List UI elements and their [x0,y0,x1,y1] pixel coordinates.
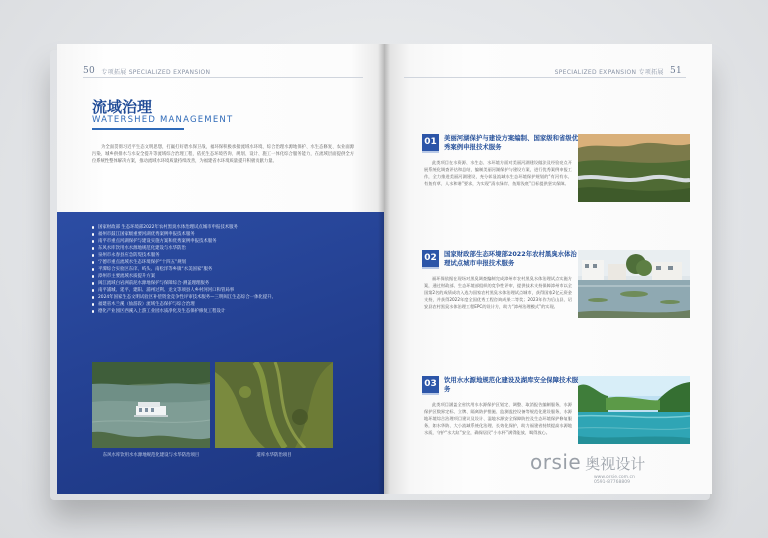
village-pond-photo [578,250,690,318]
section-number-underline [422,151,439,153]
header-divider [83,77,363,78]
brand-logo-cn: 奥视设计 [585,455,646,473]
section-heading: 饮用水水源地规范化建设及湖库安全保障技术服务 [444,376,579,393]
project-list [92,224,352,315]
header-divider [404,77,686,78]
page-number: 50 [83,66,96,76]
list-item: 南平市重点河湖保护与建设实施方案和优秀案例申报技术服务 [92,238,352,245]
header-section-label: 专项拓展 SPECIALIZED EXPANSION [101,68,211,76]
reservoir-boat-photo [92,362,210,448]
list-item: 宁德市重点流域水生态环境保护“十四五”规划 [92,259,352,266]
section-title-en: WATERSHED MANAGEMENT [92,115,234,125]
list-item: 德化产业园区西溪入上游工业园水质净化及生态保护修复工程设计 [92,308,352,315]
section-heading: 美丽河湖保护与建设方案编制、国家级和省级优秀案例申报技术服务 [444,134,579,151]
list-item: 南平浦城、延平、建阳、浦州过利、龙文等项县人乡村河河口和管局事 [92,287,352,294]
section-number: 01 [422,134,439,151]
page-number: 51 [669,66,682,76]
brand-url [594,475,635,485]
right-page-header [555,66,686,76]
book-spine [378,44,390,494]
list-item: 东风水库饮用水水源地规范化建设与水华防治 [92,245,352,252]
river-valley-photo [578,134,690,202]
brand-watermark [530,450,680,485]
brand-url-text: www.orsie.com.cn [594,475,635,480]
brand-phone: 0591-87768809 [594,480,630,485]
section-number: 02 [422,250,439,267]
section-heading: 国家财政部生态环境部2022年农村黑臭水体治理试点城市申报技术服务 [444,250,577,267]
section-body: 福环保依据在现场对黑臭调查编制完成漳州市农村黑臭水体治理试点实施方案，通过财政部、生态环境部组织的竞争性评审，提供技术支持保障漳州市以全国第2名的成绩成功入选为国家农村黑臭水体治理试点城市，获得国家2亿元资金支持，并获得2022年度全国优秀工程咨询成果二等奖；2023年作为后山县、诏安县农村黑臭水体治理工程EPC的设计方，助力“漳州治理模式”的实现。 [424,276,572,309]
left-page-header [83,66,214,76]
photo-caption: 东风水库饮用水水源地规范化建设与水华防治项目 [102,453,200,458]
list-item: 国家财政部 生态环境部2022年农村黑臭水体治理试点城市申报技术服务 [92,224,352,231]
header-section-label: SPECIALIZED EXPANSION 专项拓展 [554,68,664,76]
lake-gorge-photo [578,376,690,444]
list-item: 漳州市主要流域水质提升方案 [92,273,352,280]
project-list-panel [57,212,384,494]
brand-logo [530,450,680,474]
list-item: 2024年国家生态文明试验区补偿资金竞争性评审技术服务—三明闽江生态综合一体化提升、 [92,294,352,301]
photo-caption: 道库水华防治项目 [256,453,292,458]
list-item: 泉州市永春县应急防堤技术服务 [92,252,352,259]
list-item: 平潭综合实验区东庠、屿头、南松洋等乡镇“水美国家”服务 [92,266,352,273]
algae-river-photo [215,362,333,448]
right-page [384,44,712,494]
section-body: 此类项目在水资源、水生态、水环境方面对美丽河湖建设做法及经验亮点开展系统化调查评估和总结，编制美丽河湖保护与建设方案，进行优秀案例申报工作，全力推进美丽河湖建设，充分彰显流域水生态环境保护规划的“有河有水、有鱼有草、人水和谐”要求，为实现“清水绿岸、鱼翔浅底”目标提供坚实保障。 [424,160,572,186]
section-body: 此类项目涵盖全省饮用水水源保护区划定、调整、取消报告编制服务，水源保护区数界定标、立牌、隔离防护措施、监测监控设备等规范化建设服务，水源地环境综合治理项目建议及设计、湿地水源安全保障防控及生态环境保护修复服务，如水华防、大小流域系统化治理、长效化保护，助力福建省持续提高水源地水质，守护“水大缸”安全，确保居民“小水杯”满得能放、喝得放心。 [424,402,572,435]
left-page [57,44,384,494]
intro-paragraph: 为全面贯彻习近平生态文明思想，打赢打好碧水保卫战，福环保积极承接流域水环境、综合治理水源地保护、水生态修复、农业面源污染、城乡供排水与水安全提升等流域综合治理工程，依托生态环境咨询、规划、设计、施工一体化综合服务能力，在流域层面提供全方位系统性整体解决方案，推动流域水环境质量持续改善，为福建省水环境质量提升积极贡献力量。 [92,145,354,165]
section-number: 03 [422,376,439,393]
list-item: 福建省木兰溪（仙游段）流域生态保护与综合治理 [92,301,352,308]
section-title-cn: 流域治理 [92,98,153,116]
list-item: 闽江流域白岩洲前泥水源地保护与保障综合·测盖理理服务 [92,280,352,287]
brand-logo-latin: orsie [530,450,582,474]
section-number-underline [422,267,439,269]
list-item: 福州市鼓江国家级重要河湖优秀案例申报技术服务 [92,231,352,238]
section-number-underline [422,393,439,395]
title-underline [92,128,184,130]
